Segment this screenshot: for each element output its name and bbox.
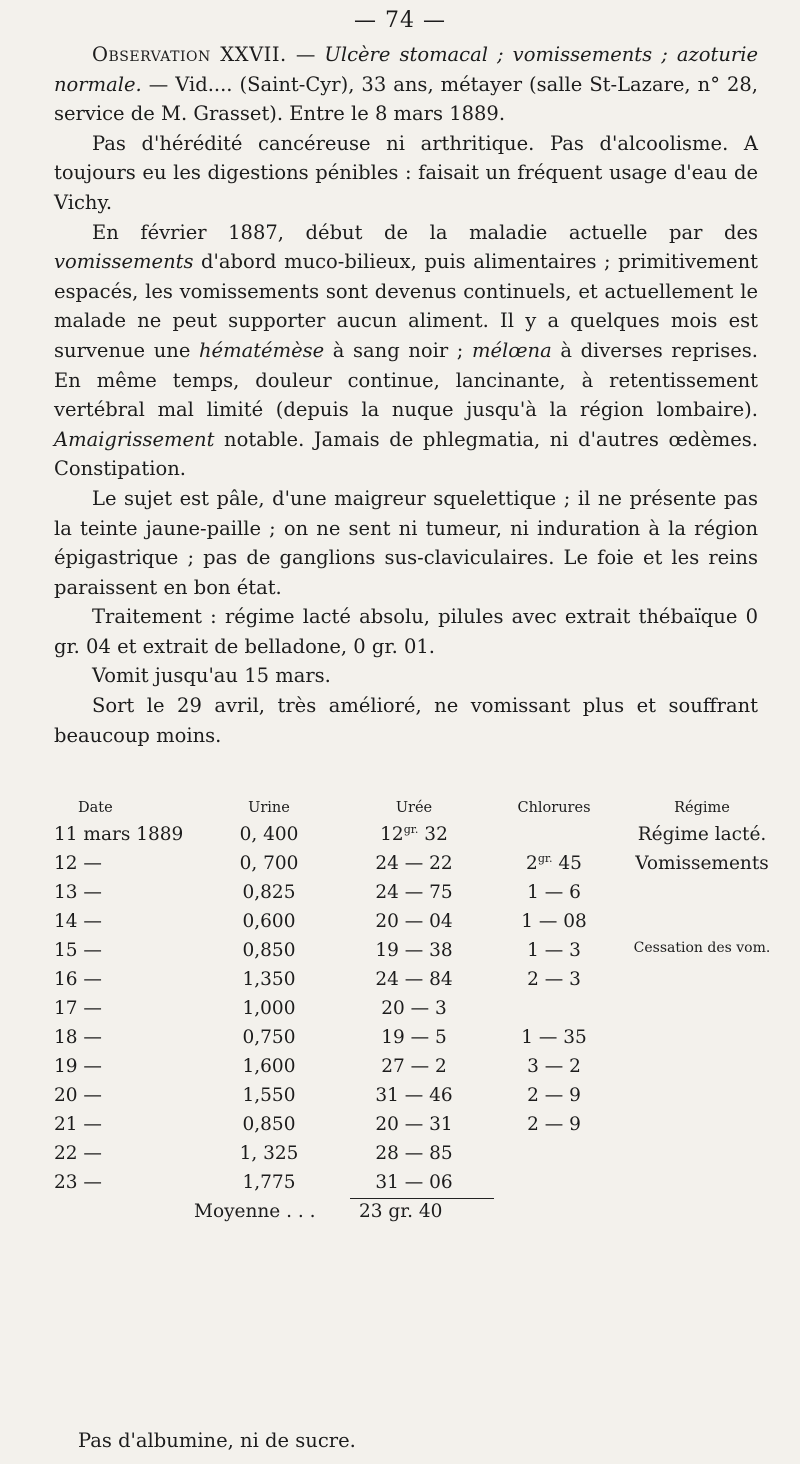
table-row <box>54 1056 784 1085</box>
chl-value: 2 — 3 <box>527 969 581 990</box>
header-date: Date <box>78 800 113 816</box>
paragraph-vomit: Vomit jusqu'au 15 mars. <box>92 664 331 688</box>
cell-date: 13 — <box>54 882 102 903</box>
final-line: Pas d'albumine, ni de sucre. <box>78 1429 356 1452</box>
cell-uree <box>344 1027 484 1048</box>
uree-value: 19 — 38 <box>375 940 453 961</box>
table-row <box>54 998 784 1027</box>
cell-urine: 1,350 <box>242 969 296 990</box>
observation-header <box>54 40 758 129</box>
header-chlorures: Chlorures <box>517 800 591 816</box>
observation-intro: — Vid.... (Saint-Cyr), 33 ans, métayer (salle St-Lazare, n° 28, service de M. Grasset). Entre le 8 mars 1889. <box>54 72 758 126</box>
cell-urine: 0,850 <box>242 940 296 961</box>
cell-chlorures <box>494 940 614 961</box>
uree-value: 24 — 22 <box>375 853 453 874</box>
average-label: Moyenne . . . <box>194 1201 316 1222</box>
text-span: En février 1887, début de la maladie actuelle par des <box>92 220 758 244</box>
paragraph-history <box>54 218 758 484</box>
header-urine: Urine <box>248 800 290 816</box>
cell-urine: 1,000 <box>242 998 296 1019</box>
cell-date: 23 — <box>54 1172 102 1193</box>
table-row <box>54 1085 784 1114</box>
chl-value: 3 — 2 <box>527 1056 581 1077</box>
cell-urine: 0, 400 <box>239 824 299 845</box>
uree-value: 19 — 5 <box>381 1027 447 1048</box>
chl-value: 2 — 9 <box>527 1085 581 1106</box>
cell-date: 17 — <box>54 998 102 1019</box>
cell-urine: 1,775 <box>242 1172 296 1193</box>
table-row <box>54 882 784 911</box>
cell-uree <box>344 853 484 874</box>
cell-regime: Vomissements <box>635 853 769 874</box>
cell-urine: 0,600 <box>242 911 296 932</box>
cell-regime: Régime lacté. <box>637 824 767 845</box>
cell-uree <box>344 882 484 903</box>
text-span: d'abord muco-bilieux, puis alimentaires ; primitivement espacés, les vomissements sont devenus continuels, et actuellement le malade ne peut supporter aucun aliment. Il y a quelques mois est survenue une <box>54 250 758 362</box>
italic-term: hématémèse <box>199 338 325 362</box>
uree-value: 31 — 46 <box>375 1085 453 1106</box>
paragraph-discharge: Sort le 29 avril, très amélioré, ne vomissant plus et souffrant beaucoup moins. <box>54 694 758 747</box>
cell-uree <box>344 1085 484 1106</box>
uree-decimal: 32 <box>418 824 448 845</box>
uree-value: 20 — 04 <box>375 911 453 932</box>
header-uree: Urée <box>395 800 433 816</box>
table-body <box>54 824 784 1201</box>
cell-chlorures <box>494 1114 614 1135</box>
cell-uree <box>344 1114 484 1135</box>
cell-date: 20 — <box>54 1085 102 1106</box>
cell-date: 18 — <box>54 1027 102 1048</box>
cell-urine: 1, 325 <box>239 1143 299 1164</box>
cell-urine: 0,750 <box>242 1027 296 1048</box>
chl-value: 1 — 6 <box>527 882 581 903</box>
table-row <box>54 853 784 882</box>
paragraph-treatment: Traitement : régime lacté absolu, pilules avec extrait thébaïque 0 gr. 04 et extrait de belladone, 0 gr. 01. <box>54 605 758 658</box>
cell-date: 22 — <box>54 1143 102 1164</box>
cell-urine: 0,825 <box>242 882 296 903</box>
cell-date: 21 — <box>54 1114 102 1135</box>
urine-table <box>54 800 784 1231</box>
uree-value: 24 — 75 <box>375 882 453 903</box>
page-number: — 74 — <box>354 8 446 33</box>
cell-regime: Cessation des vom. <box>633 940 771 956</box>
unit-sup: gr. <box>537 851 553 865</box>
cell-uree <box>344 1143 484 1164</box>
chl-decimal: 45 <box>552 853 582 874</box>
text-span: à sang noir ; <box>324 338 472 362</box>
dash: — <box>286 43 325 66</box>
cell-chlorures <box>494 1085 614 1106</box>
table-row <box>54 969 784 998</box>
cell-urine: 1,550 <box>242 1085 296 1106</box>
italic-term: mélœna <box>471 338 552 362</box>
header-regime: Régime <box>674 800 730 816</box>
cell-urine: 1,600 <box>242 1056 296 1077</box>
table-row <box>54 1172 784 1201</box>
cell-uree <box>344 824 484 845</box>
table-row <box>54 1027 784 1056</box>
cell-uree <box>344 940 484 961</box>
uree-value: 24 — 84 <box>375 969 453 990</box>
unit-sup: gr. <box>403 822 419 836</box>
paragraph-exam: Le sujet est pâle, d'une maigreur squelettique ; il ne présente pas la teinte jaune-paille ; on ne sent ni tumeur, ni induration à la région épigastrique ; pas de ganglions sus-claviculaires. Le foie et les reins paraissent en bon état. <box>54 486 758 599</box>
table-row <box>54 940 784 969</box>
cell-date: 12 — <box>54 853 102 874</box>
uree-value: 27 — 2 <box>381 1056 447 1077</box>
observation-heading: Observation XXVII. <box>92 43 287 66</box>
chl-value: 1 — 35 <box>521 1027 587 1048</box>
cell-uree <box>344 969 484 990</box>
cell-date: 11 mars 1889 <box>54 824 184 845</box>
italic-term: Amaigrissement <box>54 427 215 451</box>
cell-urine: 0, 700 <box>239 853 299 874</box>
observation-text <box>54 40 758 750</box>
cell-chlorures <box>494 1056 614 1077</box>
cell-uree <box>344 1172 484 1193</box>
text-span: notable. Jamais de phlegmatia, ni d'autres œdèmes. Constipation. <box>54 427 758 481</box>
cell-chlorures <box>494 911 614 932</box>
uree-value: 28 — 85 <box>375 1143 453 1164</box>
cell-chlorures <box>494 853 614 874</box>
cell-uree <box>344 1056 484 1077</box>
uree-value: 20 — 3 <box>381 998 447 1019</box>
cell-date: 15 — <box>54 940 102 961</box>
table-header <box>54 800 784 824</box>
observation-title: Ulcère stomacal ; vomissements ; azoturie normale. <box>54 43 758 96</box>
chl-value: 1 — 08 <box>521 911 587 932</box>
cell-chlorures <box>494 1027 614 1048</box>
cell-date: 14 — <box>54 911 102 932</box>
average-value: 23 gr. 40 <box>359 1201 443 1222</box>
cell-date: 16 — <box>54 969 102 990</box>
chl-value: 1 — 3 <box>527 940 581 961</box>
chl-value: 2 <box>526 853 538 874</box>
uree-value: 12 <box>380 824 404 845</box>
chl-value: 2 — 9 <box>527 1114 581 1135</box>
uree-value: 20 — 31 <box>375 1114 453 1135</box>
cell-date: 19 — <box>54 1056 102 1077</box>
italic-term: vomissements <box>54 250 194 274</box>
average-row <box>54 1201 784 1231</box>
table-row <box>54 1114 784 1143</box>
cell-chlorures <box>494 969 614 990</box>
cell-uree <box>344 911 484 932</box>
cell-uree <box>344 998 484 1019</box>
cell-urine: 0,850 <box>242 1114 296 1135</box>
uree-value: 31 — 06 <box>375 1172 453 1193</box>
text-span: à diverses reprises. En même temps, douleur continue, lancinante, à retentissement vertébral mal limité (depuis la nuque jusqu'à la région lombaire). <box>54 338 758 422</box>
table-row <box>54 1143 784 1172</box>
table-row <box>54 911 784 940</box>
cell-chlorures <box>494 882 614 903</box>
table-row <box>54 824 784 853</box>
total-rule <box>350 1198 494 1199</box>
paragraph-heredity: Pas d'hérédité cancéreuse ni arthritique. Pas d'alcoolisme. A toujours eu les digestions pénibles : faisait un fréquent usage d'eau de Vichy. <box>54 131 758 214</box>
